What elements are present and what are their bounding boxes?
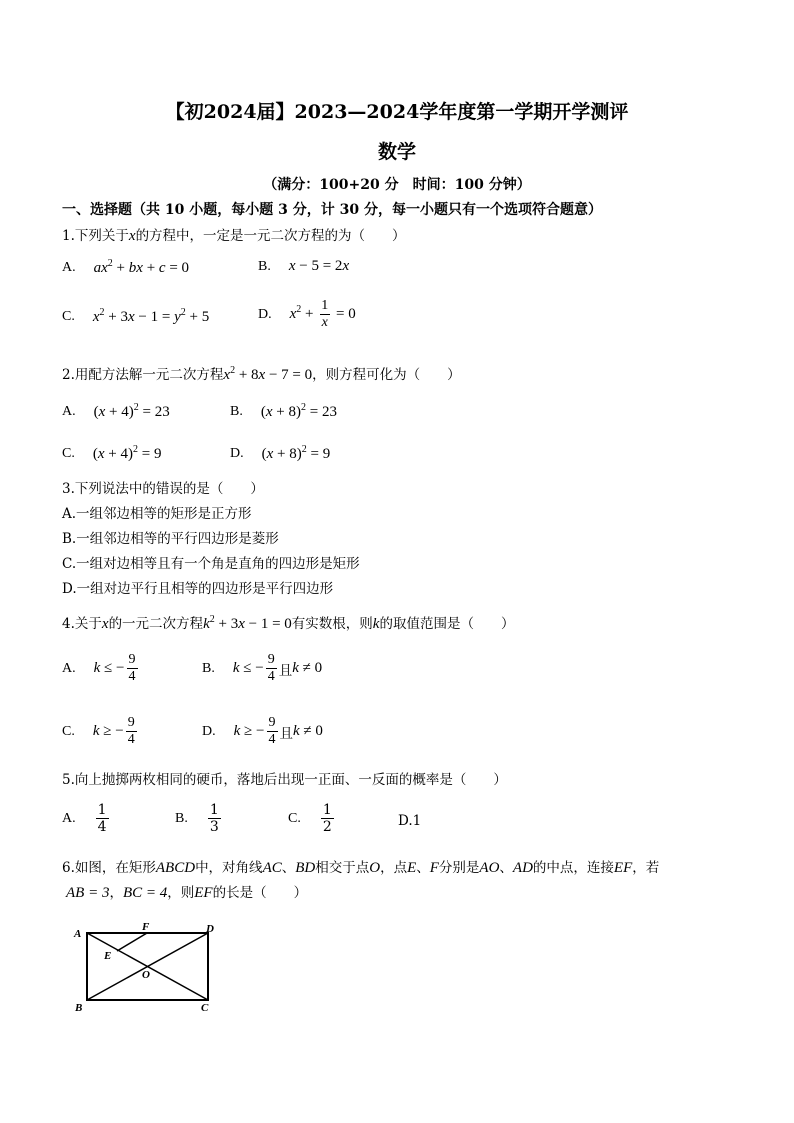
- question-4-option-d: D. k ≥ − $\frac{9}{4}$ 且 k ≠ 0: [202, 715, 323, 747]
- segment-ef: [117, 933, 147, 951]
- question-6-stem-line-2: AB = 3，BC = 4，则EF的长是（ ）: [66, 885, 308, 901]
- question-6-stem-line-1: 6.如图，在矩形ABCD中，对角线AC、BD相交于点O，点E、F分别是AO、AD的中点，连接EF，若: [62, 860, 660, 876]
- q2-equation: $x^2 + 8x - 7 = 0$: [223, 365, 313, 383]
- question-2-option-d: D. $(x + 8)^2 = 9$: [230, 444, 331, 462]
- question-1-option-b: B. x − 5 = 2x: [258, 258, 350, 274]
- label-o: O: [142, 969, 150, 981]
- option-c-equation: $x^2 + 3x - 1 = y^2 + 5$: [92, 307, 210, 325]
- rectangle-diagram: [70, 918, 220, 1018]
- subject-title: 数学: [377, 141, 416, 163]
- question-1-option-a: A. $ax^2$ + bx + c = 0: [62, 258, 190, 276]
- page-title: 【初2024届】2023—2024学年度第一学期开学测评: [165, 101, 629, 123]
- question-2-stem: 2.用配方法解一元二次方程$x^2 + 8x - 7 = 0$，则方程可化为（ ）: [62, 365, 461, 383]
- question-3-option-c: C.一组对边相等且有一个角是直角的四边形是矩形: [62, 556, 360, 572]
- question-2-option-b: B. $(x + 8)^2 = 23$: [230, 402, 337, 420]
- question-4-stem: 4.关于x的一元二次方程$k^2 + 3x - 1 = 0$有实数根，则k的取值范围是（ ）: [62, 614, 515, 632]
- section-heading: 一、选择题（共 10 小题，每小题 3 分，计 30 分，每一小题只有一个选项符合题意）: [62, 202, 602, 218]
- question-1-option-c: C. $x^2 + 3x - 1 = y^2 + 5$: [62, 307, 210, 325]
- question-4-option-a: A. k ≤ − $\frac{9}{4}$: [62, 652, 136, 684]
- option-b-equation: x − 5 = 2x: [288, 258, 350, 274]
- q4-equation: $k^2 + 3x - 1 = 0$: [203, 614, 292, 632]
- question-3-option-a: A.一组邻边相等的矩形是正方形: [62, 506, 252, 522]
- option-d-equation: $x^2$ + $\frac{1}{x}$ = 0: [289, 298, 356, 330]
- question-3-option-d: D.一组对边平行且相等的四边形是平行四边形: [62, 581, 334, 597]
- label-a: A: [74, 928, 82, 940]
- question-5-option-d: D.1: [398, 813, 422, 829]
- score-time-info: （满分：100+20 分 时间：100 分钟）: [263, 177, 531, 193]
- question-5-stem: 5.向上抛掷两枚相同的硬币，落地后出现一正面、一反面的概率是（ ）: [62, 772, 507, 788]
- question-4-option-c: C. k ≥ − $\frac{9}{4}$: [62, 715, 135, 747]
- question-3-option-b: B.一组邻边相等的平行四边形是菱形: [62, 531, 279, 547]
- label-d: D: [206, 923, 214, 935]
- question-4-option-b: B. k ≤ − $\frac{9}{4}$ 且 k ≠ 0: [202, 652, 323, 684]
- question-1-option-d: D. $x^2$ + $\frac{1}{x}$ = 0: [258, 298, 356, 330]
- question-2-option-c: C. $(x + 4)^2 = 9$: [62, 444, 162, 462]
- question-3-stem: 3.下列说法中的错误的是（ ）: [62, 481, 264, 497]
- label-f: F: [142, 921, 150, 933]
- question-2-option-a: A. $(x + 4)^2 = 23$: [62, 402, 170, 420]
- label-e: E: [104, 950, 112, 962]
- label-c: C: [201, 1002, 209, 1014]
- option-a-equation: $ax^2$ + bx + c = 0: [93, 258, 190, 276]
- question-5-option-c: C. $\frac{1}{2}$: [288, 802, 332, 835]
- question-5-option-b: B. $\frac{1}{3}$: [175, 802, 219, 835]
- question-1-stem: 1.下列关于x的方程中，一定是一元二次方程的为（ ）: [62, 228, 406, 244]
- label-b: B: [75, 1002, 83, 1014]
- question-5-option-a: A. $\frac{1}{4}$: [62, 802, 107, 835]
